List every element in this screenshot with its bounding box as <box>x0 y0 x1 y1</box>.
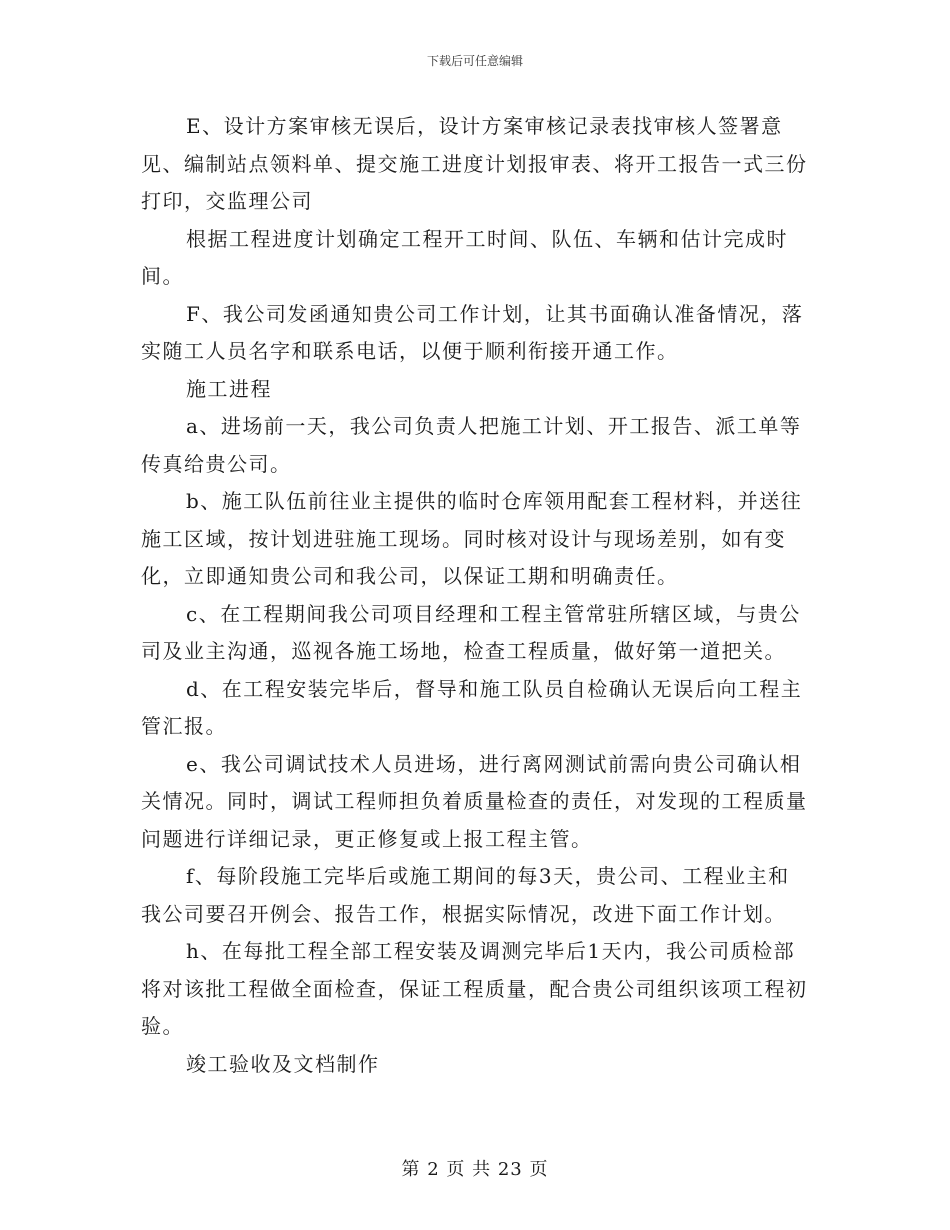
paragraph-step-b: b、施工队伍前往业主提供的临时仓库领用配套工程材料，并送往施工区域，按计划进驻施工现场。同时核对设计与现场差别，如有变化，立即通知贵公司和我公司，以保证工期和明确责任。 <box>141 489 803 588</box>
paragraph-step-e: e、我公司调试技术人员进场，进行离网测试前需向贵公司确认相关情况。同时，调试工程师担负着质量检查的责任，对发现的工程质量问题进行详细记录，更正修复或上报工程主管。 <box>141 751 808 851</box>
document-body <box>141 108 809 1083</box>
section-heading-construction-process: 施工进程 <box>186 376 272 401</box>
paragraph-step-c: c、在工程期间我公司项目经理和工程主管常驻所辖区域，与贵公司及业主沟通，巡视各施工场地，检查工程质量，做好第一道把关。 <box>141 601 801 663</box>
page-number: 第 2 页 共 23 页 <box>401 1159 549 1180</box>
paragraph-step-h: h、在每批工程全部工程安装及调测完毕后1天内，我公司质检部将对该批工程做全面检查，保证工程质量，配合贵公司组织该项工程初验。 <box>141 939 808 1038</box>
paragraph-step-d: d、在工程安装完毕后，督导和施工队员自检确认无误后向工程主管汇报。 <box>141 676 803 738</box>
page-header-note: 下载后可任意编辑 <box>426 54 523 68</box>
paragraph-schedule: 根据工程进度计划确定工程开工时间、队伍、车辆和估计完成时间。 <box>141 226 788 288</box>
paragraph-step-a: a、进场前一天，我公司负责人把施工计划、开工报告、派工单等传真给贵公司。 <box>141 414 802 476</box>
section-heading-acceptance: 竣工验收及文档制作 <box>186 1051 380 1076</box>
paragraph-step-f: f、每阶段施工完毕后或施工期间的每3天，贵公司、工程业主和我公司要召开例会、报告工作，根据实际情况，改进下面工作计划。 <box>141 864 790 926</box>
paragraph-notify: F、我公司发函通知贵公司工作计划，让其书面确认准备情况，落实随工人员名字和联系电话，以便于顺利衔接开通工作。 <box>141 301 804 363</box>
paragraph-design-review: E、设计方案审核无误后，设计方案审核记录表找审核人签署意见、编制站点领料单、提交施工进度计划报审表、将开工报告一式三份打印，交监理公司 <box>141 114 808 213</box>
